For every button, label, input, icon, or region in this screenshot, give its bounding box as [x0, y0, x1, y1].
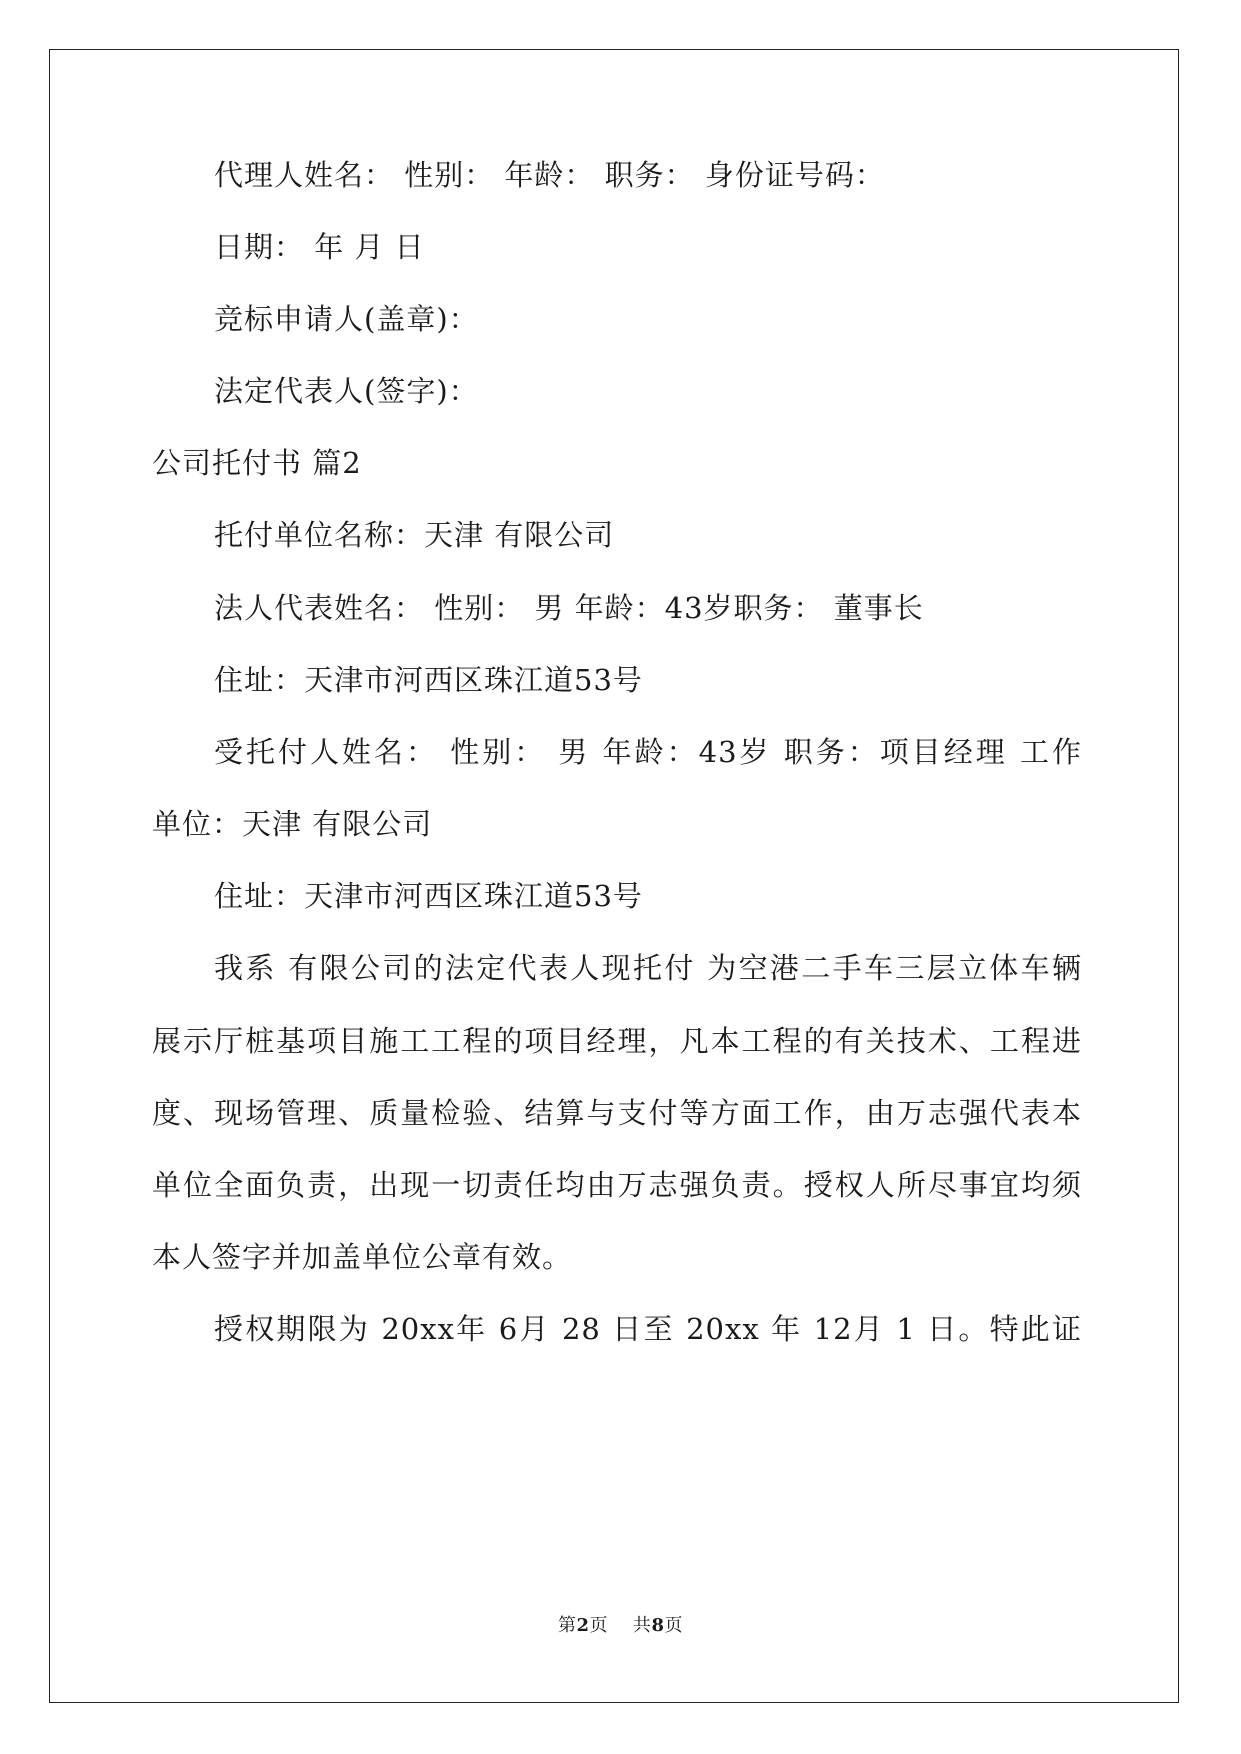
- date-line: 日期： 年 月 日: [214, 230, 425, 264]
- legal-rep-info-line: 法人代表姓名： 性别： 男 年龄：43岁职务： 董事长: [214, 591, 924, 625]
- footer-suffix: 页: [664, 1615, 683, 1636]
- current-page-number: 2: [576, 1615, 590, 1636]
- footer-mid: 页 共: [589, 1615, 652, 1636]
- section-heading: 公司托付书 篇2: [152, 446, 362, 480]
- address-line: 住址：天津市河西区珠江道53号: [214, 663, 643, 697]
- agent-info-line: 代理人姓名： 性别： 年龄： 职务： 身份证号码：: [214, 158, 885, 192]
- body-paragraph-line: 我系 有限公司的法定代表人现托付 为空港二手车三层立体车辆: [214, 951, 1082, 985]
- trustee-unit-line: 单位：天津 有限公司: [152, 807, 433, 841]
- body-paragraph-line: 本人签字并加盖单位公章有效。: [152, 1240, 573, 1274]
- entrusting-unit-line: 托付单位名称：天津 有限公司: [214, 518, 615, 552]
- page-footer: [0, 1614, 1241, 1638]
- body-paragraph-line: 单位全面负责，出现一切责任均由万志强负责。授权人所尽事宜均须: [152, 1168, 1082, 1202]
- body-paragraph-line: 展示厅桩基项目施工工程的项目经理，凡本工程的有关技术、工程进: [152, 1024, 1082, 1058]
- footer-prefix: 第: [558, 1615, 577, 1636]
- bidder-seal-line: 竞标申请人(盖章)：: [214, 302, 479, 336]
- body-paragraph-line: 度、现场管理、质量检验、结算与支付等方面工作，由万志强代表本: [152, 1096, 1082, 1130]
- trustee-info-line: 受托付人姓名： 性别： 男 年龄：43岁 职务：项目经理 工作: [214, 735, 1082, 769]
- legal-rep-signature-line: 法定代表人(签字)：: [214, 374, 479, 408]
- authorization-period-line: 授权期限为 20xx年 6月 28 日至 20xx 年 12月 1 日。特此证: [214, 1312, 1082, 1346]
- total-page-number: 8: [651, 1615, 665, 1636]
- trustee-address-line: 住址：天津市河西区珠江道53号: [214, 879, 643, 913]
